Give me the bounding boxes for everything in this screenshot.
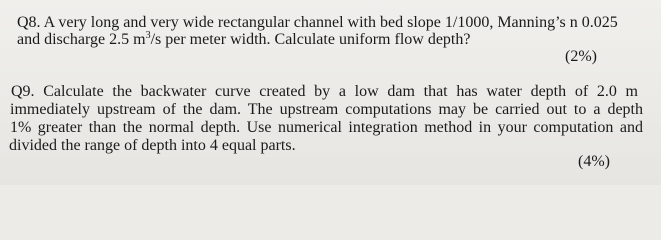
q8-line-1: Q8. A very long and very wide rectangular channel with bed slope 1/1000, Manning’s n 0.025 bbox=[17, 14, 618, 31]
q8-marks: (2%) bbox=[565, 48, 597, 65]
q8-line-2-text-b: /s per meter width. Calculate uniform flow depth? bbox=[150, 31, 471, 48]
q8-line-2 bbox=[17, 31, 470, 49]
q9-line-3: 1% greater than the normal depth. Use numerical integration method in your computation and bbox=[10, 119, 643, 136]
q8-superscript: 3 bbox=[145, 30, 151, 41]
q8-line-2-text-a: and discharge 2.5 m bbox=[17, 31, 146, 48]
q9-marks: (4%) bbox=[578, 153, 610, 170]
q9-line-2: immediately upstream of the dam. The upstream computations may be carried out to a depth bbox=[10, 101, 643, 118]
q9-line-4: divided the range of depth into 4 equal parts. bbox=[9, 137, 296, 154]
q9-line-1: Q9. Calculate the backwater curve created by a low dam that has water depth of 2.0 m bbox=[11, 83, 638, 100]
